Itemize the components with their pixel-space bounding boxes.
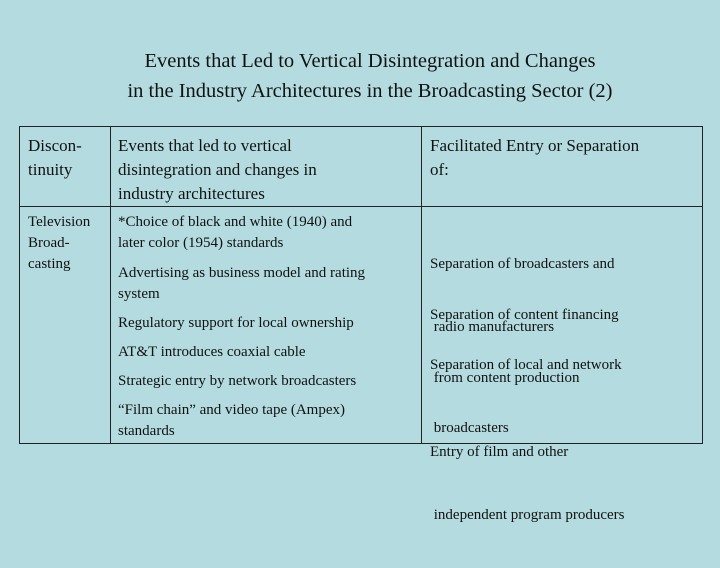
column-divider-2 [421, 127, 422, 443]
header-events [118, 134, 418, 206]
discontinuity-cell [28, 212, 112, 275]
header-facilitated-line-2: of: [430, 160, 449, 179]
effect-text: Separation of content financing [430, 307, 619, 323]
header-facilitated-line-1: Facilitated Entry or Separation [430, 136, 640, 155]
event-item [118, 400, 420, 442]
effect-text: radio manufacturers [430, 319, 555, 335]
header-discontinuity [28, 134, 108, 182]
discontinuity-line-3: casting [28, 256, 71, 272]
event-text: standards [118, 423, 175, 439]
slide-title-line-2: in the Industry Architectures in the Broadcasting Sector (2) [127, 80, 613, 102]
effect-text: from content production [430, 370, 580, 386]
header-discontinuity-line-2: tinuity [28, 160, 73, 179]
events-table [19, 126, 703, 523]
event-text: Strategic entry by network broadcasters [118, 373, 357, 389]
discontinuity-line-1: Television [28, 214, 91, 230]
slide-title-line-1: Events that Led to Vertical Disintegration and Changes [144, 50, 596, 72]
event-item [118, 342, 420, 363]
effect-text: Separation of local and network [430, 357, 622, 373]
header-events-line-1: Events that led to vertical [118, 136, 292, 155]
event-item [118, 371, 420, 392]
event-text: AT&T introduces coaxial cable [118, 344, 306, 360]
effect-text: Separation of broadcasters and [430, 256, 615, 272]
column-divider-1 [110, 127, 111, 443]
event-text: Regulatory support for local ownership [118, 315, 354, 331]
header-discontinuity-line-1: Discon- [28, 136, 82, 155]
event-text: system [118, 286, 160, 302]
effect-text: Entry of film and other [430, 444, 569, 460]
slide-title [40, 46, 700, 106]
event-text: Advertising as business model and rating [118, 265, 366, 281]
header-events-line-2: disintegration and changes in [118, 160, 317, 179]
event-text: *Choice of black and white (1940) and [118, 214, 353, 230]
header-divider [20, 206, 702, 207]
effect-text: broadcasters [430, 420, 509, 436]
event-text: later color (1954) standards [118, 235, 284, 251]
event-item [118, 313, 420, 334]
event-item [118, 263, 420, 305]
header-events-line-3: industry architectures [118, 184, 265, 203]
event-text: “Film chain” and video tape (Ampex) [118, 402, 346, 418]
header-facilitated-entry [430, 134, 702, 182]
discontinuity-line-2: Broad- [28, 235, 70, 251]
effect-item [430, 400, 702, 568]
event-item [118, 212, 420, 254]
effect-text: independent program producers [430, 507, 625, 523]
